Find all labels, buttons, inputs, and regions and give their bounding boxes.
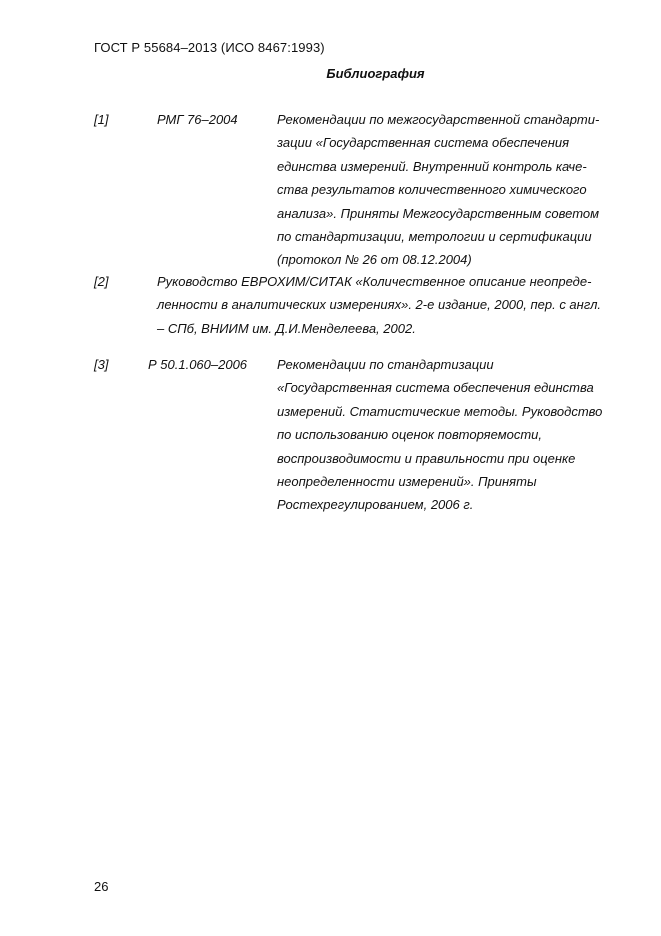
entry-line: Руководство ЕВРОХИМ/СИТАК «Количественное описание неопреде- <box>157 274 592 289</box>
entry-line: по использованию оценок повторяемости, <box>277 427 543 443</box>
section-title: Библиография <box>326 66 425 81</box>
entry-line: Ростехрегулированием, 2006 г. <box>277 497 474 513</box>
entry-line: по стандартизации, метрологии и сертификации <box>277 229 592 245</box>
entry-line: «Государственная система обеспечения единства <box>277 380 594 396</box>
entry-line: (протокол № 26 от 08.12.2004) <box>277 252 472 268</box>
entry-line: Рекомендации по стандартизации <box>277 357 494 372</box>
entry-code: РМГ 76–2004 <box>157 112 238 127</box>
entry-code: Р 50.1.060–2006 <box>148 357 248 372</box>
entry-number: [3] <box>94 357 109 372</box>
entry-line: анализа». Приняты Межгосударственным советом <box>277 205 600 221</box>
entry-line: ленности в аналитических измерениях». 2-е издание, 2000, пер. с англ. <box>157 297 602 313</box>
entry-line: ства результатов количественного химического <box>277 182 587 198</box>
entry-number: [2] <box>94 274 109 289</box>
entry-description <box>157 270 601 340</box>
page-number: 26 <box>94 879 109 894</box>
entry-description <box>277 108 599 272</box>
entry-line: единства измерений. Внутренний контроль каче- <box>277 158 587 174</box>
document-header: ГОСТ Р 55684–2013 (ИСО 8467:1993) <box>94 40 325 55</box>
entry-line: – СПб, ВНИИМ им. Д.И.Менделеева, 2002. <box>157 320 416 336</box>
entry-line: зации «Государственная система обеспечения <box>277 135 570 151</box>
entry-line: воспроизводимости и правильности при оценке <box>277 450 576 466</box>
entry-line: неопределенности измерений». Приняты <box>277 474 537 490</box>
entry-description <box>277 353 602 517</box>
entry-line: Рекомендации по межгосударственной стандарти- <box>277 112 600 127</box>
entry-line: измерений. Статистические методы. Руководство <box>277 403 603 419</box>
entry-number: [1] <box>94 112 109 127</box>
